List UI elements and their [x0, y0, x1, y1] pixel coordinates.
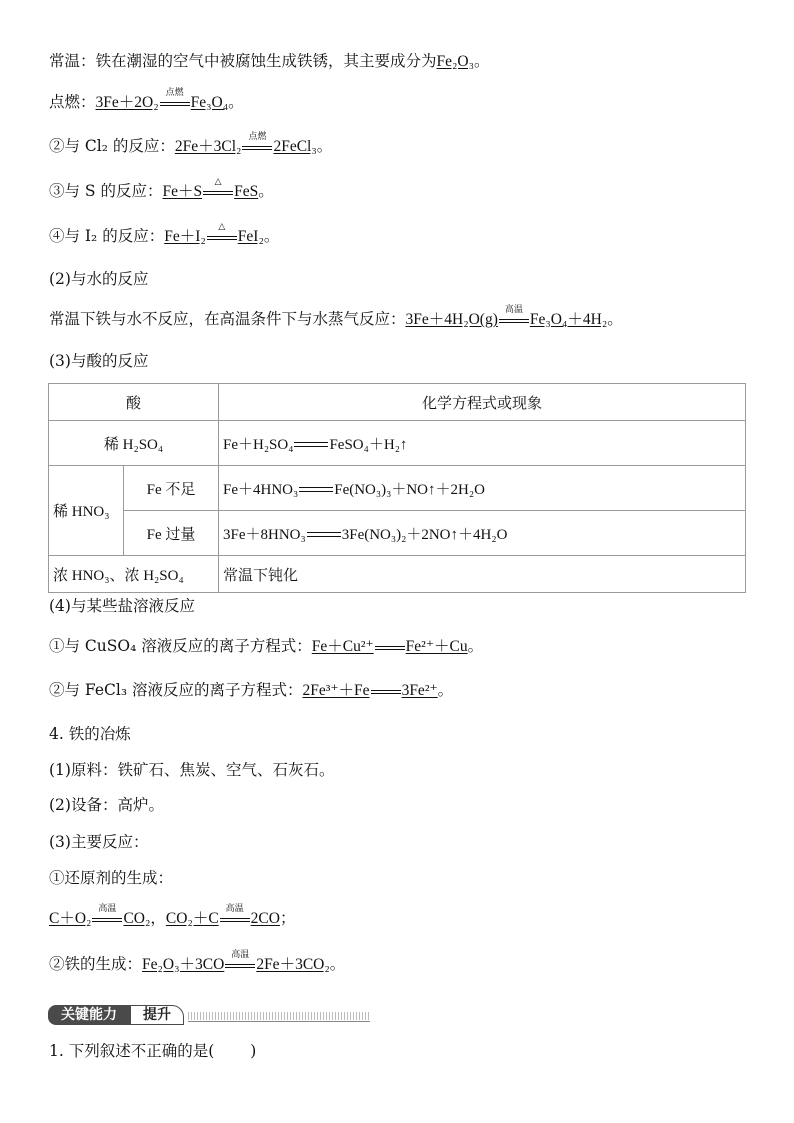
- fecl3-line: [49, 680, 453, 701]
- period: 。: [258, 182, 274, 200]
- badge-key-ability: 关键能力: [48, 1005, 130, 1025]
- badge-decoration: [188, 1012, 370, 1020]
- period: 。: [316, 137, 333, 155]
- reducer-eq1-reactants: C＋O₂: [49, 910, 92, 927]
- water-heading: (2)与水的反应: [49, 270, 149, 288]
- condition-label: 点燃: [165, 88, 184, 98]
- header-acid: 酸: [49, 384, 219, 421]
- condition-label: 高温: [504, 305, 523, 315]
- period: 。: [437, 681, 454, 699]
- iron-formation-line: [49, 950, 346, 975]
- salt-heading: (4)与某些盐溶液反应: [49, 597, 195, 615]
- sulfur-line: [49, 177, 274, 202]
- room-temp-answer: Fe₂O₃: [436, 53, 475, 70]
- period: 。: [329, 955, 346, 973]
- iodine-products: FeI₂: [237, 228, 264, 245]
- cuso4-line: [49, 636, 483, 657]
- reaction-condition: [92, 904, 122, 929]
- room-temp-line: [49, 51, 490, 72]
- burn-label: 点燃：: [49, 93, 96, 111]
- products: 3Fe(NO₃)₂＋2NO↑＋4H₂O: [341, 526, 508, 543]
- question-1-close: ): [250, 1042, 257, 1060]
- semicolon: ；: [279, 909, 296, 927]
- reaction-condition: [160, 88, 190, 113]
- chlorine-line: [49, 132, 333, 157]
- iodine-line: [49, 222, 280, 247]
- question-1: [49, 1041, 256, 1061]
- raw-materials: (1)原料：铁矿石、焦炭、空气、石灰石。: [49, 761, 335, 779]
- period: 。: [607, 310, 623, 328]
- condition-fe-excess: Fe 过量: [124, 511, 219, 556]
- cuso4-label: ①与 CuSO₄ 溶液反应的离子方程式：: [49, 637, 312, 655]
- water-text: 常温下铁与水不反应，在高温条件下与水蒸气反应：: [49, 310, 406, 328]
- condition-label: 高温: [98, 904, 117, 914]
- reaction-condition: [499, 305, 529, 330]
- main-reactions-heading: (3)主要反应：: [49, 833, 149, 851]
- table-header-row: [49, 384, 746, 421]
- period: 。: [228, 93, 244, 111]
- acid-dilute-hno3: 稀 HNO₃: [49, 466, 124, 556]
- iron-products: 2Fe＋3CO₂: [256, 956, 330, 973]
- products: Fe(NO₃)₃＋NO↑＋2H₂O: [334, 481, 485, 498]
- sulfur-products: FeS: [234, 183, 259, 200]
- equals-sign: [307, 531, 341, 539]
- reducer-eq2-reactants: CO₂＋C: [165, 910, 219, 927]
- sulfur-reactants: Fe＋S: [162, 183, 203, 200]
- acid-heading: (3)与酸的反应: [49, 352, 149, 370]
- water-products: Fe₃O₄＋4H₂: [529, 311, 608, 328]
- result-passivation: 常温下钝化: [219, 556, 746, 593]
- table-row: [49, 421, 746, 466]
- burn-products: Fe₃O₄: [190, 94, 229, 111]
- acid-dilute-h2so4: 稀 H₂SO₄: [49, 421, 219, 466]
- equals-sign: [294, 441, 328, 449]
- table-row: [49, 511, 746, 556]
- condition-label: △: [214, 177, 222, 187]
- equals-sign: [299, 486, 333, 494]
- iodine-label: ④与 I₂ 的反应：: [49, 227, 165, 245]
- smelting-heading: 4. 铁的冶炼: [49, 725, 131, 743]
- iron-reactants: Fe₂O₃＋3CO: [142, 956, 225, 973]
- cuso4-products: Fe²⁺＋Cu: [405, 638, 468, 655]
- reaction-condition: [242, 132, 272, 157]
- period: 。: [263, 227, 280, 245]
- condition-label: 点燃: [248, 132, 267, 142]
- header-result: 化学方程式或现象: [219, 384, 746, 421]
- acid-reaction-table: [48, 383, 746, 593]
- iodine-reactants: Fe＋I₂: [164, 228, 206, 245]
- badge-underline: [188, 1021, 370, 1022]
- period: 。: [467, 637, 484, 655]
- condition-label: 高温: [231, 950, 250, 960]
- reducer-eq1-products: CO₂: [123, 910, 151, 927]
- condition-fe-insufficient: Fe 不足: [124, 466, 219, 511]
- table-row: [49, 556, 746, 593]
- key-ability-badge: [48, 1004, 370, 1026]
- fecl3-products: 3Fe²⁺: [401, 682, 438, 699]
- reaction-condition: [207, 222, 237, 247]
- water-reactants: 3Fe＋4H₂O(g): [405, 311, 498, 328]
- chlorine-reactants: 2Fe＋3Cl₂: [174, 138, 242, 155]
- iron-formation-label: ②铁的生成：: [49, 955, 143, 973]
- table-row: [49, 466, 746, 511]
- reactants: 3Fe＋8HNO₃: [223, 526, 306, 543]
- acid-concentrated: 浓 HNO₃、浓 H₂SO₄: [49, 556, 219, 593]
- reaction-condition: [220, 904, 250, 929]
- room-temp-text: 常温：铁在潮湿的空气中被腐蚀生成铁锈，其主要成分为: [49, 52, 437, 70]
- question-1-text: 1. 下列叙述不正确的是(: [49, 1042, 215, 1060]
- reactants: Fe＋4HNO₃: [223, 481, 299, 498]
- equals-sign: [375, 637, 405, 657]
- equation-fe-insufficient: [219, 466, 746, 511]
- water-line: [49, 305, 623, 330]
- condition-label: △: [218, 222, 226, 232]
- comma: ，: [150, 909, 166, 927]
- cuso4-reactants: Fe＋Cu²⁺: [311, 638, 374, 655]
- period: 。: [474, 52, 490, 70]
- burn-line: [49, 88, 244, 113]
- reducer-equations: [49, 904, 296, 929]
- equation-dilute-h2so4: [219, 421, 746, 466]
- products: FeSO₄＋H₂↑: [329, 436, 408, 453]
- reaction-condition: [225, 950, 255, 975]
- equation-fe-excess: [219, 511, 746, 556]
- sulfur-label: ③与 S 的反应：: [49, 182, 163, 200]
- chlorine-label: ②与 Cl₂ 的反应：: [49, 137, 175, 155]
- reaction-condition: [203, 177, 233, 202]
- chlorine-products: 2FeCl₃: [273, 138, 317, 155]
- equipment: (2)设备：高炉。: [49, 796, 164, 814]
- badge-improve: 提升: [130, 1005, 184, 1025]
- reducer-heading: ①还原剂的生成：: [49, 869, 174, 887]
- fecl3-label: ②与 FeCl₃ 溶液反应的离子方程式：: [49, 681, 303, 699]
- condition-label: 高温: [225, 904, 244, 914]
- reducer-eq2-products: 2CO: [250, 910, 280, 927]
- equals-sign: [371, 681, 401, 701]
- fecl3-reactants: 2Fe³⁺＋Fe: [302, 682, 370, 699]
- reactants: Fe＋H₂SO₄: [223, 436, 294, 453]
- burn-reactants: 3Fe＋2O₂: [95, 94, 159, 111]
